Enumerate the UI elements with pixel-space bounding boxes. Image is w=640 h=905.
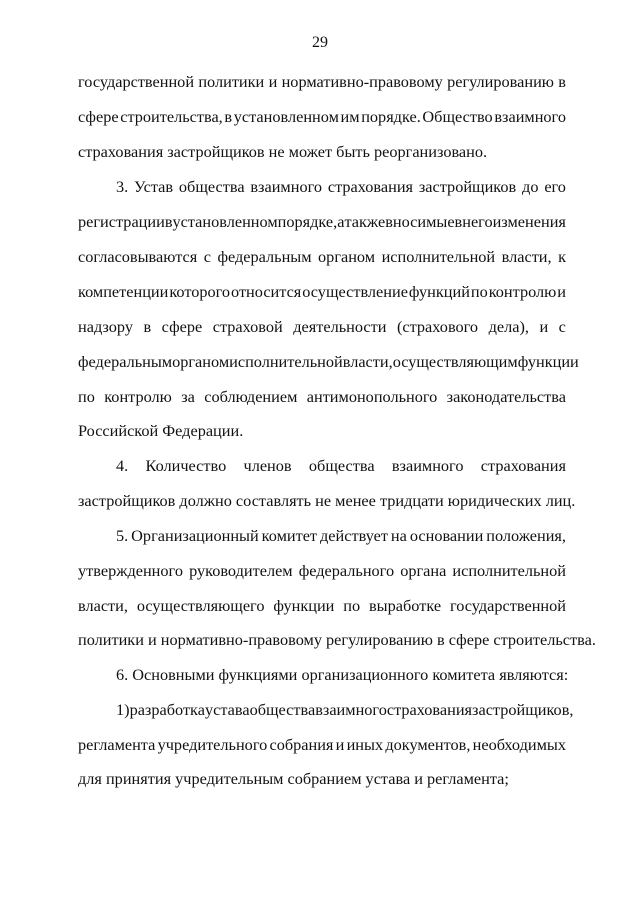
word: осуществление [302, 282, 408, 301]
word: устава [204, 700, 250, 719]
word: исполнительной [229, 352, 343, 371]
word: установленном [233, 107, 339, 126]
word: (страхового [396, 317, 479, 336]
word: действует [320, 526, 388, 545]
word: в [224, 107, 233, 126]
word: федерального [298, 561, 395, 580]
word: установленном [172, 212, 278, 231]
word: его [544, 177, 566, 196]
word: 1) [116, 700, 130, 719]
word: за [181, 387, 195, 406]
word: учредительного [157, 735, 268, 754]
word: в [164, 212, 173, 231]
word: страхования [386, 700, 473, 719]
text-line [116, 177, 566, 197]
word: 3. [116, 177, 129, 196]
word: регламента [78, 735, 156, 754]
word: политики [198, 72, 265, 91]
word: руководителем [189, 561, 293, 580]
text-line [78, 735, 566, 755]
word: Организационный [131, 526, 259, 545]
word: и [268, 72, 278, 91]
text-line [78, 561, 566, 581]
word: общества [308, 456, 375, 475]
word: 4. [116, 456, 129, 475]
word: власти, [78, 596, 128, 615]
text-line: для принятия учредительным собранием устава и регламента; [78, 769, 509, 788]
word: изменения [492, 212, 566, 231]
word: на [390, 526, 407, 545]
word: вносимые [385, 212, 455, 231]
word: застройщиков [418, 177, 517, 196]
word: власти, [342, 352, 393, 371]
word: контролю [488, 282, 557, 301]
word: членов [243, 456, 292, 475]
word: взаимного [494, 107, 566, 126]
word: относится [231, 282, 302, 301]
word: в [143, 317, 152, 336]
word: порядке. [361, 107, 421, 126]
word: федеральным [78, 352, 173, 371]
word: до [522, 177, 539, 196]
word: им [340, 107, 360, 126]
word: и [557, 282, 566, 301]
word: соблюдением [204, 387, 298, 406]
word: органа [400, 561, 447, 580]
word: по [470, 282, 488, 301]
word: в [558, 72, 566, 91]
word: функции [517, 352, 579, 371]
text-line [78, 72, 566, 92]
word: осуществляющим [392, 352, 518, 371]
word: федеральным [217, 247, 312, 266]
text-line: Российской Федерации. [78, 421, 244, 440]
word: регулированию [447, 72, 554, 91]
text-line [116, 700, 574, 720]
word: антимонопольного [306, 387, 438, 406]
text-line: страхования застройщиков не может быть реорганизовано. [78, 142, 488, 161]
word: страховой [212, 317, 283, 336]
word: дела), [488, 317, 529, 336]
word: необходимых [472, 735, 566, 754]
word: иных [346, 735, 384, 754]
word: регистрации [78, 212, 165, 231]
word: по [343, 596, 361, 615]
word: функций [408, 282, 470, 301]
word: страхования [480, 456, 566, 475]
word: в [454, 212, 463, 231]
word: функции [273, 596, 335, 615]
text-line [78, 212, 566, 232]
text-line [78, 247, 566, 267]
word: а [337, 212, 345, 231]
word: комитет [261, 526, 318, 545]
word: основании [409, 526, 484, 545]
word: исполнительной [452, 561, 566, 580]
word: взаимного [315, 700, 387, 719]
text-line: политики и нормативно-правовому регулированию в сфере строительства. [78, 630, 596, 649]
word: общества [178, 177, 245, 196]
text-line [78, 352, 579, 372]
word: и [335, 735, 345, 754]
word: строительства, [120, 107, 223, 126]
word: положения, [486, 526, 566, 545]
word: органом [318, 247, 376, 266]
word: порядке, [277, 212, 338, 231]
text-line: застройщиков должно составлять не менее тридцати юридических лиц. [78, 491, 576, 510]
word: и [539, 317, 549, 336]
word: взаимного [250, 177, 323, 196]
word: сфере [78, 107, 119, 126]
word: которого [169, 282, 231, 301]
word: согласовываются [78, 247, 198, 266]
word: надзору [78, 317, 133, 336]
word: нормативно-правовому [281, 72, 443, 91]
word: выработке [369, 596, 442, 615]
word: общества [249, 700, 316, 719]
word: с [203, 247, 211, 266]
word: утвержденного [78, 561, 183, 580]
word: по [78, 387, 95, 406]
word: компетенции [78, 282, 169, 301]
word: застройщиков, [472, 700, 574, 719]
word: страхования [327, 177, 414, 196]
text-line [78, 387, 566, 407]
word: Количество [145, 456, 227, 475]
text-line [78, 596, 566, 616]
word: деятельности [293, 317, 387, 336]
word: разработка [129, 700, 205, 719]
word: власти, [501, 247, 552, 266]
word: документов, [385, 735, 471, 754]
word: 5. [116, 526, 129, 545]
text-line [116, 526, 566, 546]
text-line [78, 282, 566, 302]
word: исполнительной [381, 247, 496, 266]
word: осуществляющего [136, 596, 265, 615]
text-line [78, 317, 566, 337]
word: Устав [134, 177, 174, 196]
word: контролю [104, 387, 172, 406]
word: законодательства [446, 387, 566, 406]
word: к [558, 247, 566, 266]
word: с [558, 317, 566, 336]
word: собрания [269, 735, 334, 754]
text-line [116, 456, 566, 476]
word: сфере [161, 317, 203, 336]
word: государственной [78, 72, 195, 91]
word: также [344, 212, 386, 231]
word: органом [172, 352, 230, 371]
word: него [462, 212, 493, 231]
word: государственной [449, 596, 566, 615]
word: Общество [422, 107, 493, 126]
text-line: 6. Основными функциями организационного комитета являются: [116, 665, 569, 684]
page-number: 29 [312, 34, 328, 51]
text-line [78, 107, 566, 127]
word: взаимного [391, 456, 464, 475]
